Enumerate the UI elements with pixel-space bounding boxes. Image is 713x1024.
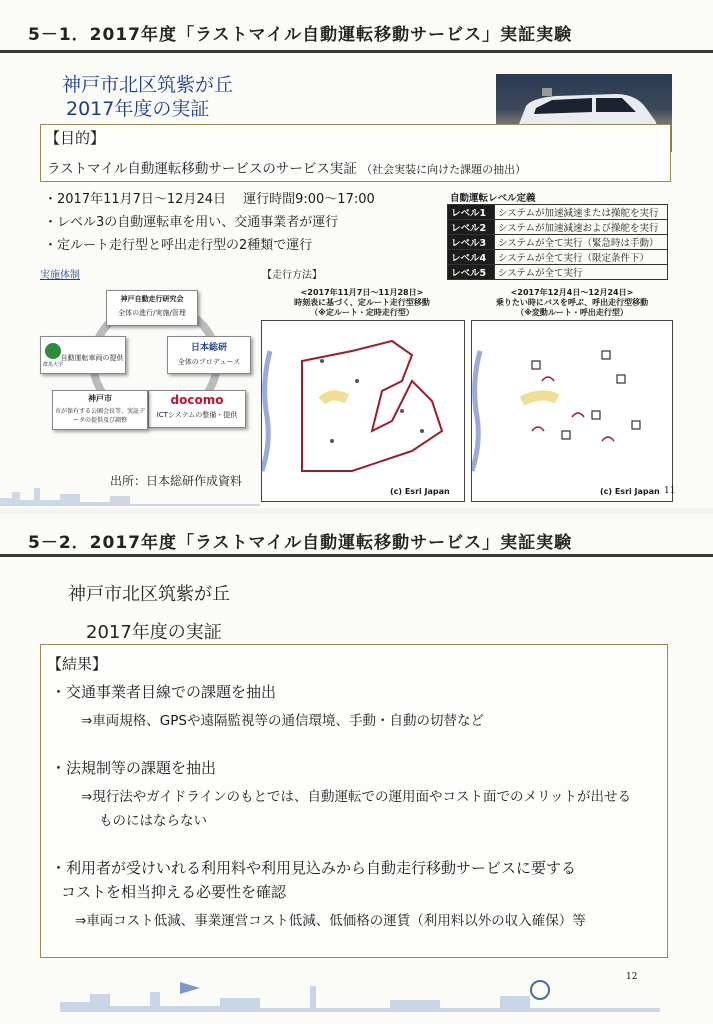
org-label: 実施体制: [40, 270, 80, 281]
org-node-jri: [167, 336, 251, 374]
map-credit: (c) Esri Japan: [600, 487, 660, 496]
subtitle-heading: 2017年度の実証: [66, 98, 210, 120]
page-number: 11: [664, 486, 676, 496]
org-node-role: 全体のプロデュース: [177, 358, 241, 366]
on-demand-map-svg: [472, 321, 672, 501]
result-item-2-detail: ⇒現行法やガイドラインのもとでは、自動運転での運用面やコスト面でのメリットが出せる: [81, 789, 631, 805]
level-table: [447, 204, 668, 280]
bullet-route-types: ・定ルート走行型と呼出走行型の2種類で運行: [44, 238, 313, 253]
level-name: レベル2: [448, 220, 495, 235]
map-caption-line: <2017年12月4日～12月24日>: [510, 288, 634, 297]
result-item-1-detail: ⇒車両規格、GPSや遠隔監視等の通信環境、手動・自動の切替など: [81, 713, 484, 729]
result-item-2-detail-cont: ものにはならない: [99, 813, 207, 829]
level-description: システムが全て実行（限定条件下）: [495, 250, 668, 265]
route-label: 【走行方法】: [262, 270, 322, 281]
map-fixed-caption: [262, 288, 462, 318]
org-node-gunma: [40, 336, 126, 374]
org-node-role: 自動運転車両の提供: [60, 354, 124, 362]
slide-title: 5－1．2017年度「ラストマイル自動運転移動サービス」実証実験: [28, 25, 573, 45]
org-node-name: 神戸自動走行研究会: [120, 295, 184, 303]
level-description: システムが加速減速および操舵を実行: [495, 220, 668, 235]
org-node-name: 日本総研: [190, 343, 227, 353]
result-item-3-detail: ⇒車両コスト低減、事業運営コスト低減、低価格の運賃（利用料以外の収入確保）等: [75, 913, 586, 929]
map-on-demand: [471, 320, 676, 502]
org-node-kobe: [52, 390, 148, 430]
map-on-demand-caption: [472, 288, 672, 318]
title-underline: [0, 554, 713, 557]
gunma-logo-icon: [45, 343, 61, 359]
result-item-3: ・利用者が受けいれる利用料や利用見込みから自動走行移動サービスに要する: [51, 859, 577, 877]
location-heading: 神戸市北区筑紫が丘: [68, 584, 230, 605]
level-description: システムが全て実行: [495, 265, 668, 280]
level-row: [448, 250, 668, 265]
level-name: レベル5: [448, 265, 495, 280]
map-caption-line: 時刻表に基づく、定ルート走行型移動: [294, 298, 430, 307]
result-heading: 【結果】: [47, 655, 108, 673]
map-credit: (c) Esri Japan: [390, 487, 450, 496]
purpose-heading: 【目的】: [45, 129, 106, 147]
map-fixed-route: [261, 320, 465, 502]
purpose-main: ラストマイル自動運転移動サービスのサービス実証: [47, 161, 357, 177]
level-row: [448, 235, 668, 250]
purpose-box: [40, 124, 671, 182]
level-row: [448, 220, 668, 235]
level-name: レベル1: [448, 205, 495, 220]
harbor-skyline-decoration: [60, 962, 660, 1012]
org-node-role: ICTシステムの整備・提供: [156, 411, 238, 419]
docomo-logo: docomo: [170, 393, 224, 407]
level-row: [448, 265, 668, 280]
level-table-title: 自動運転レベル定義: [450, 193, 536, 204]
map-caption-line: （※変動ルート・呼出走行型）: [516, 308, 628, 317]
slide-2: [0, 514, 713, 1024]
map-caption-line: （※定ルート・定時走行型）: [310, 308, 414, 317]
level-name: レベル3: [448, 235, 495, 250]
purpose-note: （社会実装に向けた課題の抽出）: [361, 163, 527, 176]
bullet-level3: ・レベル3の自動運転車を用い、交通事業者が運行: [44, 215, 339, 230]
org-node-role: 市が保有する公園会長等、実証データの提供及び調整: [54, 408, 145, 424]
bullet-period: ・2017年11月7日～12月24日 運行時間9:00～17:00: [44, 192, 375, 207]
source-note: 出所：日本総研作成資料: [110, 474, 243, 488]
level-description: システムが加速減速または操舵を実行: [495, 205, 668, 220]
purpose-text: [47, 157, 526, 177]
page-number: 12: [626, 972, 638, 982]
level-row: [448, 205, 668, 220]
subtitle-heading: 2017年度の実証: [86, 622, 222, 643]
org-node-role: 全体の進行/実施/管理: [118, 309, 186, 317]
result-box: [40, 644, 668, 958]
location-heading: 神戸市北区筑紫が丘: [62, 74, 234, 96]
org-node-name: 群馬大学: [43, 362, 64, 368]
result-item-2: ・法規制等の課題を抽出: [51, 759, 217, 777]
result-item-3-cont: コストを相当抑える必要性を確認: [61, 883, 287, 901]
city-skyline-decoration: [0, 470, 260, 510]
result-item-1: ・交通事業者目線での課題を抽出: [51, 683, 277, 701]
title-underline: [0, 50, 713, 53]
slide-title: 5－2．2017年度「ラストマイル自動運転移動サービス」実証実験: [28, 533, 573, 553]
org-node-kenkyukai: [106, 290, 198, 326]
map-caption-line: <2017年11月7日～11月28日>: [300, 288, 424, 297]
org-node-docomo: [148, 390, 246, 428]
level-name: レベル4: [448, 250, 495, 265]
level-description: システムが全て実行（緊急時は手動）: [495, 235, 668, 250]
org-node-name: 神戸市: [88, 394, 112, 403]
fixed-route-map-svg: [262, 321, 464, 501]
slide-1: [0, 0, 713, 508]
map-caption-line: 乗りたい時にバスを呼ぶ、呼出走行型移動: [495, 298, 649, 307]
